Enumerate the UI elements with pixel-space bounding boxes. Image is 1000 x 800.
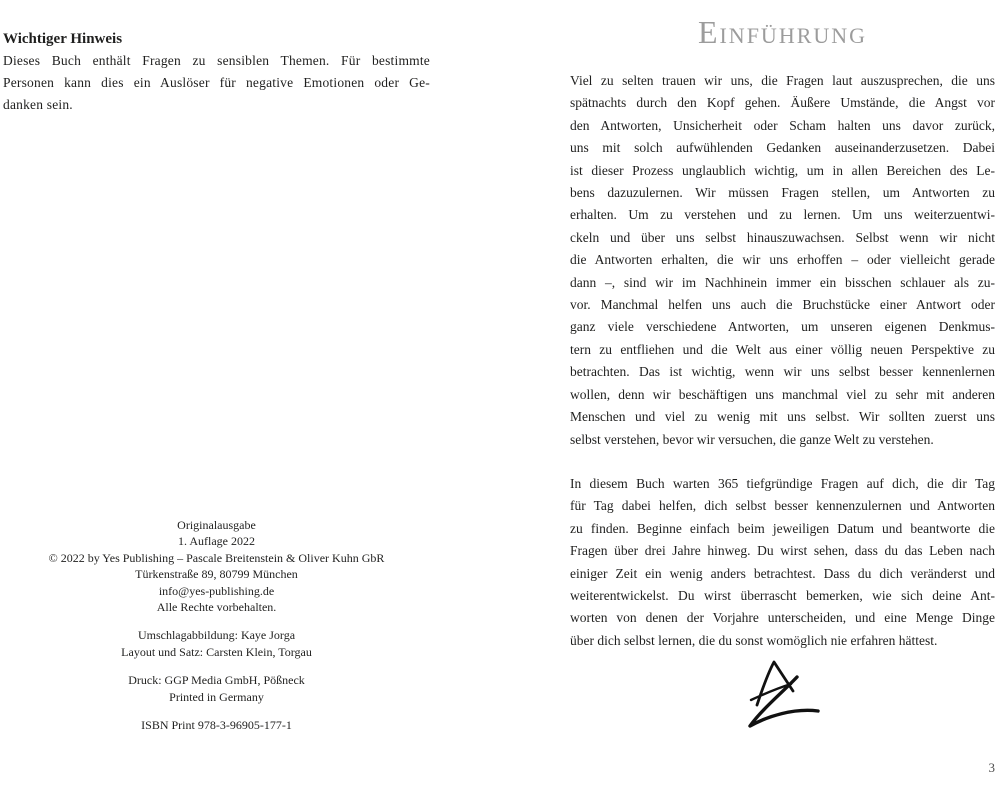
text-line: worten von denen der Vorjahre unterscheiden, und eine Menge Dinge (570, 610, 995, 626)
imprint-line: Layout und Satz: Carsten Klein, Torgau (121, 644, 312, 659)
text-line: dann –, sind wir im Nachhinein immer ein bisschen schlauer als zu- (570, 274, 995, 290)
imprint-line: Türkenstraße 89, 80799 München (135, 567, 298, 582)
text-line: tern zu entfliehen und die Welt aus einer völlig neuen Perspektive zu (570, 341, 995, 357)
text-line: wollen, denn wir beschäftigen uns manchmal viel zu sehr mit anderen (570, 386, 995, 402)
imprint-line: info@yes-publishing.de (158, 583, 275, 598)
imprint-line: 1. Auflage 2022 (178, 534, 255, 549)
imprint-line: Umschlagabbildung: Kaye Jorga (137, 628, 296, 643)
text-line: selbst verstehen, bevor wir versuchen, die ganze Welt zu verstehen. (570, 431, 934, 447)
text-line: für Tag dabei helfen, dich selbst besser kennenzulernen und Antworten (570, 498, 995, 514)
text-line: betrachten. Das ist wichtig, wenn wir uns selbst besser kennenlernen (570, 364, 995, 380)
imprint-line: ISBN Print 978-3-96905-177-1 (141, 718, 292, 733)
text-line: die Antworten erhalten, die wir uns erhoffen – oder vielleicht gerade (570, 252, 995, 268)
text-line: den Antworten, Unsicherheit oder Scham halten uns davor zurück, (570, 117, 995, 133)
notice-body (3, 50, 430, 116)
text-line: In diesem Buch warten 365 tiefgründige Fragen auf dich, die dir Tag (570, 475, 995, 491)
imprint-line: Druck: GGP Media GmbH, Pößneck (128, 673, 305, 688)
text-line: erhalten. Um zu verstehen und zu lernen. Um uns weiterzuentwi- (570, 207, 995, 223)
imprint-group (3, 717, 430, 733)
notice-line: danken sein. (3, 97, 73, 112)
text-line: weiterentwickelst. Du wirst überrascht bemerken, wie sich deine Ant- (570, 587, 995, 603)
imprint-group (3, 672, 430, 705)
paragraph (570, 473, 995, 652)
introduction-text (570, 70, 995, 652)
imprint-group (3, 627, 430, 660)
text-line: uns mit solch aufwühlenden Gedanken auseinanderzusetzen. Dabei (570, 140, 995, 156)
text-line: ckeln und über uns selbst hinauszuwachsen. Selbst wenn wir nicht (570, 229, 995, 245)
notice-line: Dieses Buch enthält Fragen zu sensiblen Themen. Für bestimmte (3, 53, 430, 68)
text-line: bens dazuzulernen. Wir müssen Fragen stellen, um Antworten zu (570, 185, 995, 201)
text-line: spätnachts durch den Kopf gehen. Äußere Umstände, die Angst vor (570, 95, 995, 111)
imprint-line: Alle Rechte vorbehalten. (156, 600, 277, 615)
text-line: über dich selbst lernen, die du sonst womöglich nie erfahren hättest. (570, 632, 938, 648)
imprint-line: Originalausgabe (177, 518, 256, 532)
imprint-group (3, 517, 430, 615)
text-line: ganz viele verschiedene Antworten, um unseren eigenen Denkmus- (570, 319, 995, 335)
text-line: Viel zu selten trauen wir uns, die Fragen laut auszusprechen, die uns (570, 73, 995, 88)
chapter-heading: Einführung (697, 14, 868, 50)
text-line: vor. Manchmal helfen uns auch die Bruchstücke einer Antwort oder (570, 297, 995, 313)
author-signature-icon (742, 653, 832, 738)
imprint-line: Printed in Germany (169, 689, 264, 704)
text-line: einiger Zeit ein wenig anders betrachtest. Dass du dich veränderst und (570, 565, 995, 581)
imprint-line: © 2022 by Yes Publishing – Pascale Breitenstein & Oliver Kuhn GbR (48, 550, 385, 565)
text-line: ist dieser Prozess unglaublich wichtig, um in allen Bereichen des Le- (570, 162, 995, 178)
content-warning (3, 28, 430, 116)
page-number: 3 (988, 760, 995, 775)
text-line: Menschen und viel zu wenig mit uns selbst. Wir sollten zuerst uns (570, 409, 995, 425)
notice-line: Personen kann dies ein Auslöser für negative Emotionen oder Ge- (3, 75, 430, 90)
text-line: Fragen über drei Jahre hinweg. Du wirst sehen, dass du das Leben nach (570, 543, 995, 559)
text-line: zu finden. Beginne einfach beim jeweiligen Datum und beantworte die (570, 520, 995, 536)
paragraph (570, 70, 995, 451)
notice-title: Wichtiger Hinweis (3, 31, 123, 47)
imprint-block (3, 517, 430, 733)
